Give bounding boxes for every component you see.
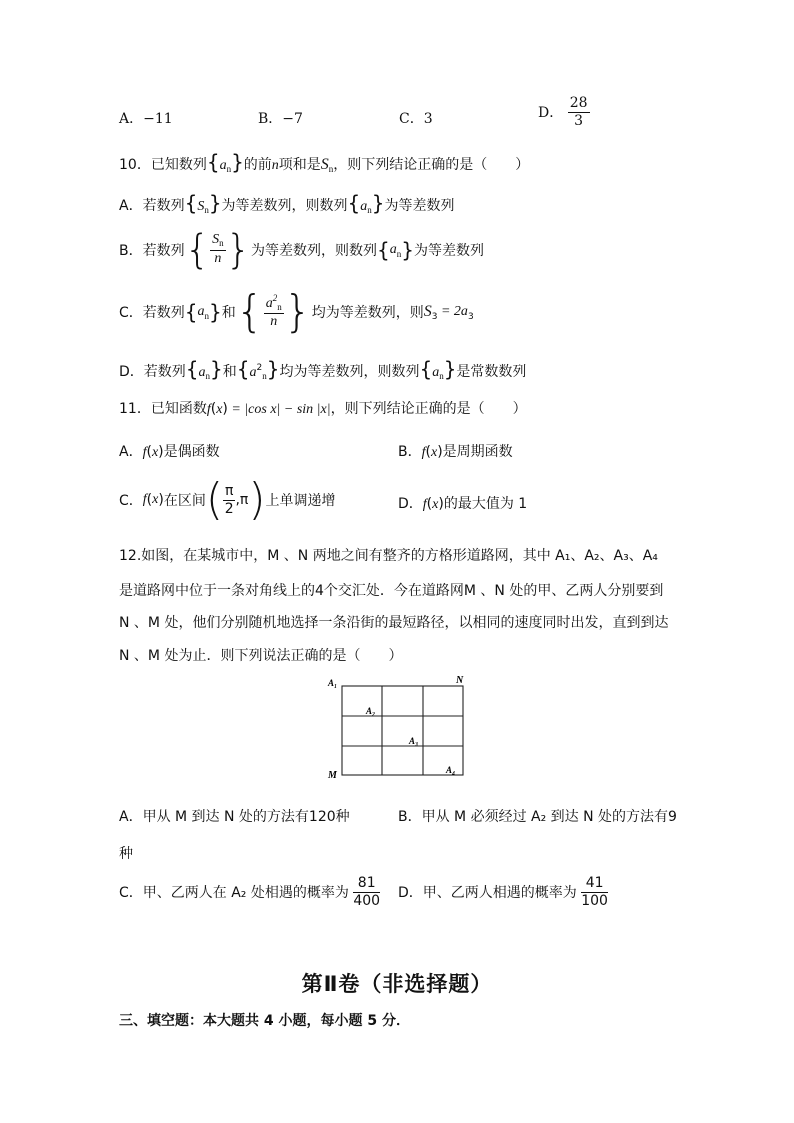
q11-c-fraction: $\frac{\pi}{2}$ (224, 482, 234, 517)
q9-option-c: C．3 (399, 111, 433, 127)
q12-stem-line-2: 是道路网中位于一条对角线上的4个交汇处．今在道路网M 、N 处的甲、乙两人分别要到 (119, 583, 664, 599)
grid-border (342, 686, 463, 775)
fill-in-heading: 三、填空题：本大题共 4 小题，每小题 5 分． (119, 1013, 410, 1029)
q10-option-a: A．若数列$\{S_n\}$为等差数列，则数列$\{a_n\}$为等差数列 (119, 191, 455, 215)
q10-b-fraction: $\frac{S_n}{n}$ (212, 232, 224, 266)
q10-option-c: C．若数列$\{a_n\}$和{ $\frac{a^2_n}{n}$ }均为等差数列，则$S_3 = 2a_3$ (119, 286, 474, 337)
grid-lines (342, 686, 463, 775)
q12-c-fraction: $\frac{81}{400}$ (353, 875, 381, 909)
q12-option-b: B．甲从 M 必须经过 A₂ 到达 N 处的方法有9 (398, 809, 677, 825)
q12-option-c: C．甲、乙两人在 A₂ 处相遇的概率为 $\frac{81}{400}$ (119, 875, 381, 909)
q12-option-d: D．甲、乙两人相遇的概率为 $\frac{41}{100}$ (398, 875, 608, 909)
q11-stem: 11．已知函数f(x) = |cos x| − sin |x|，则下列结论正确的是（ ） (119, 401, 527, 417)
q9-option-a: A．−11 (119, 111, 173, 127)
q10-option-d: D．若数列$\{a_n\}$和$\{a^2_n\}$均为等差数列，则数列$\{a_n\}$是常数数列 (119, 357, 527, 381)
label-a2: A₂ (366, 706, 376, 716)
q10-option-b: B．若数列{ $\frac{S_n}{n}$ }为等差数列，则数列$\{a_n\}$为等差数列 (119, 227, 484, 273)
q9-option-d: D． $\frac{28}{3}$ (538, 95, 588, 129)
label-m: M (328, 770, 337, 781)
q12-stem-line-1: 12.如图，在某城市中，M 、N 两地之间有整齐的方格形道路网，其中 A₁、A₂、A₃、A₄ (119, 548, 658, 564)
q11-option-d: D．f(x)的最大值为 1 (398, 496, 528, 512)
label-a4: A₄ (446, 765, 456, 775)
q11-option-b: B．f(x)是周期函数 (398, 444, 513, 460)
section-title: 第Ⅱ卷（非选择题） (301, 972, 493, 996)
q9-option-b: B．−7 (258, 111, 303, 127)
q12-d-fraction: $\frac{41}{100}$ (581, 875, 608, 909)
q12-stem-line-3: N 、M 处，他们分别随机地选择一条沿街的最短路径，以相同的速度同时出发，直到到达 (119, 615, 669, 631)
q10-c-fraction: $\frac{a^2_n}{n}$ (265, 292, 282, 330)
q12-option-a: A．甲从 M 到达 N 处的方法有120种 (119, 809, 350, 825)
label-a1: A₁ (328, 678, 338, 688)
road-grid-figure (322, 672, 472, 784)
q9-d-fraction: $\frac{28}{3}$ (569, 95, 588, 129)
q12-option-b-continued: 种 (119, 846, 133, 862)
q11-option-c: C．f(x)在区间( $\frac{\pi}{2}$ ,π)上单调递增 (119, 474, 336, 525)
label-n: N (456, 675, 464, 686)
q11-option-a: A．f(x)是偶函数 (119, 444, 220, 460)
q10-stem: 10．已知数列$\{a_n\}$的前n项和是$S_n$，则下列结论正确的是（ ） (119, 150, 530, 174)
q12-stem-line-4: N 、M 处为止．则下列说法正确的是（ ） (119, 648, 403, 664)
label-a3: A₃ (409, 736, 419, 746)
